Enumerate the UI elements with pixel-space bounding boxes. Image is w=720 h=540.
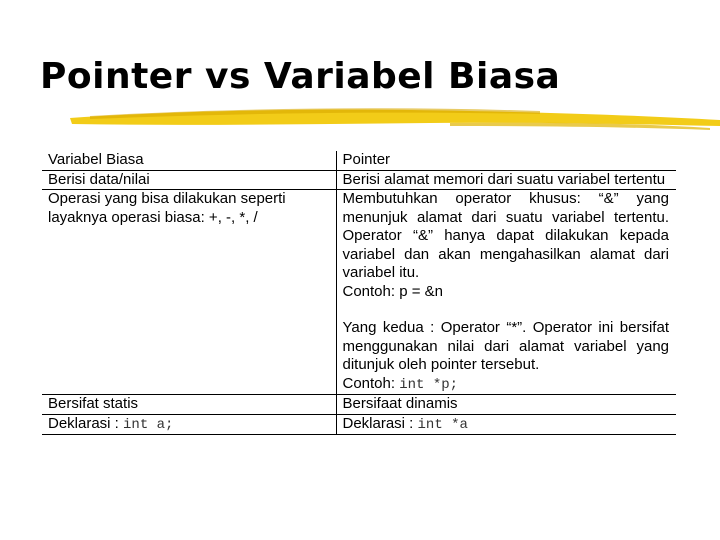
operation-paragraph-1 <box>343 190 670 301</box>
example-label: Contoh: <box>342 374 400 392</box>
table-row <box>42 190 676 395</box>
cell-operation-biasa: Operasi yang bisa dilakukan seperti layaknya operasi biasa: +, -, *, / <box>48 190 286 226</box>
slide-title: Pointer vs Variabel Biasa <box>40 56 561 97</box>
cell-operation-pointer <box>336 190 676 395</box>
header-variabel-biasa: Variabel Biasa <box>42 151 336 170</box>
operator-asterisk-text: Yang kedua : Operator “*”. Operator ini bersifat menggunakan nilai dari alamat variabel yang ditunjuk oleh pointer tersebut. <box>342 319 669 373</box>
table-row <box>42 414 676 435</box>
cell-nature-biasa: Bersifat statis <box>42 395 336 415</box>
table-row <box>42 170 676 190</box>
declaration-label: Deklarasi : <box>48 414 124 432</box>
operator-ampersand-text: Membutuhkan operator khusus: “&” yang menunjuk alamat dari suatu variabel tertentu. Operator “&” hanya dapat dilakukan kepada variabel dan akan mengahasilkan alamat dari variabel itu. <box>342 190 669 281</box>
header-pointer: Pointer <box>336 151 676 170</box>
table-header-row <box>42 151 676 170</box>
example-code: int *p; <box>399 376 459 393</box>
declaration-label: Deklarasi : <box>342 414 418 432</box>
comparison-table <box>42 151 676 435</box>
cell-declaration-pointer <box>336 414 676 435</box>
cell-declaration-biasa <box>42 414 336 435</box>
cell-nature-pointer: Bersifaat dinamis <box>336 395 676 415</box>
declaration-code: int a; <box>123 416 174 433</box>
operation-paragraph-2 <box>343 319 670 394</box>
cell-content-pointer: Berisi alamat memori dari suatu variabel tertentu <box>336 170 676 190</box>
operator-ampersand-example: Contoh: p = &n <box>342 282 443 300</box>
title-underline-brush <box>70 102 720 136</box>
cell-content-biasa: Berisi data/nilai <box>42 170 336 190</box>
declaration-code: int *a <box>417 416 468 433</box>
operator-asterisk-example <box>343 375 670 395</box>
table-row <box>42 395 676 415</box>
